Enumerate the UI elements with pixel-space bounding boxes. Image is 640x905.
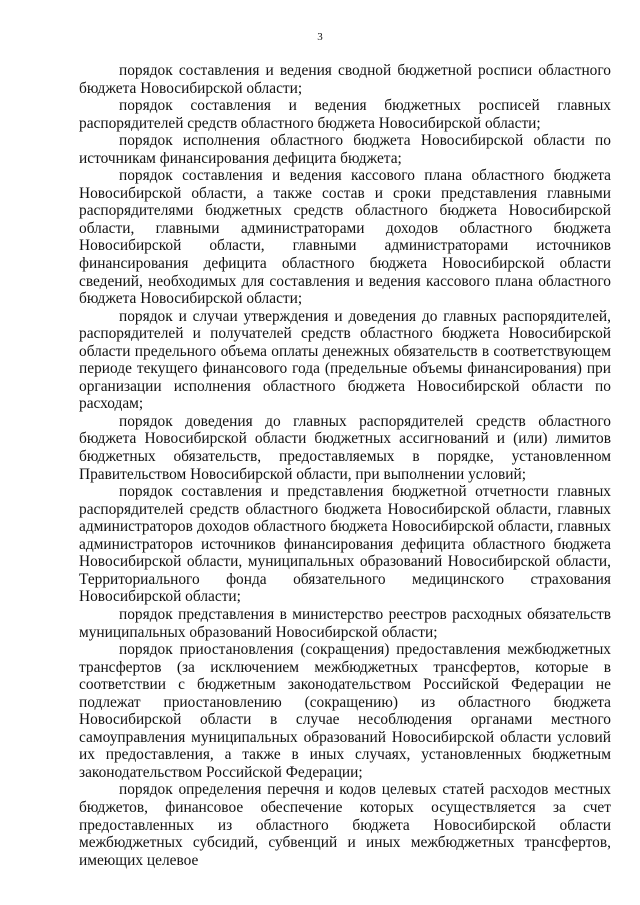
paragraph-consolidated-budget-list: порядок составления и ведения сводной бюджетной росписи областного бюджета Новосибирской области; xyxy=(79,62,611,97)
paragraph-cash-plan: порядок составления и ведения кассового плана областного бюджета Новосибирской области, а также состав и сроки представления главными распорядителями бюджетных средств областного бюджета Новосибирской области, главными администраторами доходов областного бюджета Новосибирской области, главными администраторами источников финансирования дефицита областного бюджета Новосибирской области сведений, необходимых для составления и ведения кассового плана областного бюджета Новосибирской области; xyxy=(79,167,611,308)
paragraph-target-articles-codes: порядок определения перечня и кодов целевых статей расходов местных бюджетов, финансовое обеспечение которых осуществляется за счет предоставленных из областного бюджета Новосибирской области межбюджетных субсидий, субвенций и иных межбюджетных трансфертов, имеющих целевое xyxy=(79,781,611,869)
document-body xyxy=(79,62,611,869)
paragraph-deficit-financing-execution: порядок исполнения областного бюджета Новосибирской области по источникам финансирования дефицита бюджета; xyxy=(79,132,611,167)
paragraph-budget-lists-chief-managers: порядок составления и ведения бюджетных росписей главных распорядителей средств областного бюджета Новосибирской области; xyxy=(79,97,611,132)
paragraph-transfer-suspension: порядок приостановления (сокращения) предоставления межбюджетных трансфертов (за исключением межбюджетных трансфертов, которые в соответствии с бюджетным законодательством Российской Федерации не подлежат приостановлению (сокращению) из областного бюджета Новосибирской области в случае несоблюдения органами местного самоуправления муниципальных образований Новосибирской области условий их предоставления, а также в иных случаях, установленных бюджетным законодательством Российской Федерации; xyxy=(79,641,611,781)
paragraph-budget-reporting: порядок составления и представления бюджетной отчетности главных распорядителей средств областного бюджета Новосибирской области, главных администраторов доходов областного бюджета Новосибирской области, главных администраторов источников финансирования дефицита областного бюджета Новосибирской области, муниципальных образований Новосибирской области, Территориального фонда обязательного медицинского страхования Новосибирской области; xyxy=(79,483,611,606)
paragraph-budget-allocations: порядок доведения до главных распорядителей средств областного бюджета Новосибирской области бюджетных ассигнований и (или) лимитов бюджетных обязательств, предоставляемых в порядке, установленном Правительством Новосибирской области, при выполнении условий; xyxy=(79,412,611,483)
page-number: 3 xyxy=(317,31,323,43)
paragraph-financing-limits: порядок и случаи утверждения и доведения до главных распорядителей, распорядителей и получателей средств областного бюджета Новосибирской области предельного объема оплаты денежных обязательств в соответствующем периоде текущего финансового года (предельные объемы финансирования) при организации исполнения областного бюджета Новосибирской области по расходам; xyxy=(79,307,611,413)
paragraph-expenditure-registers: порядок представления в министерство реестров расходных обязательств муниципальных образований Новосибирской области; xyxy=(79,605,611,641)
